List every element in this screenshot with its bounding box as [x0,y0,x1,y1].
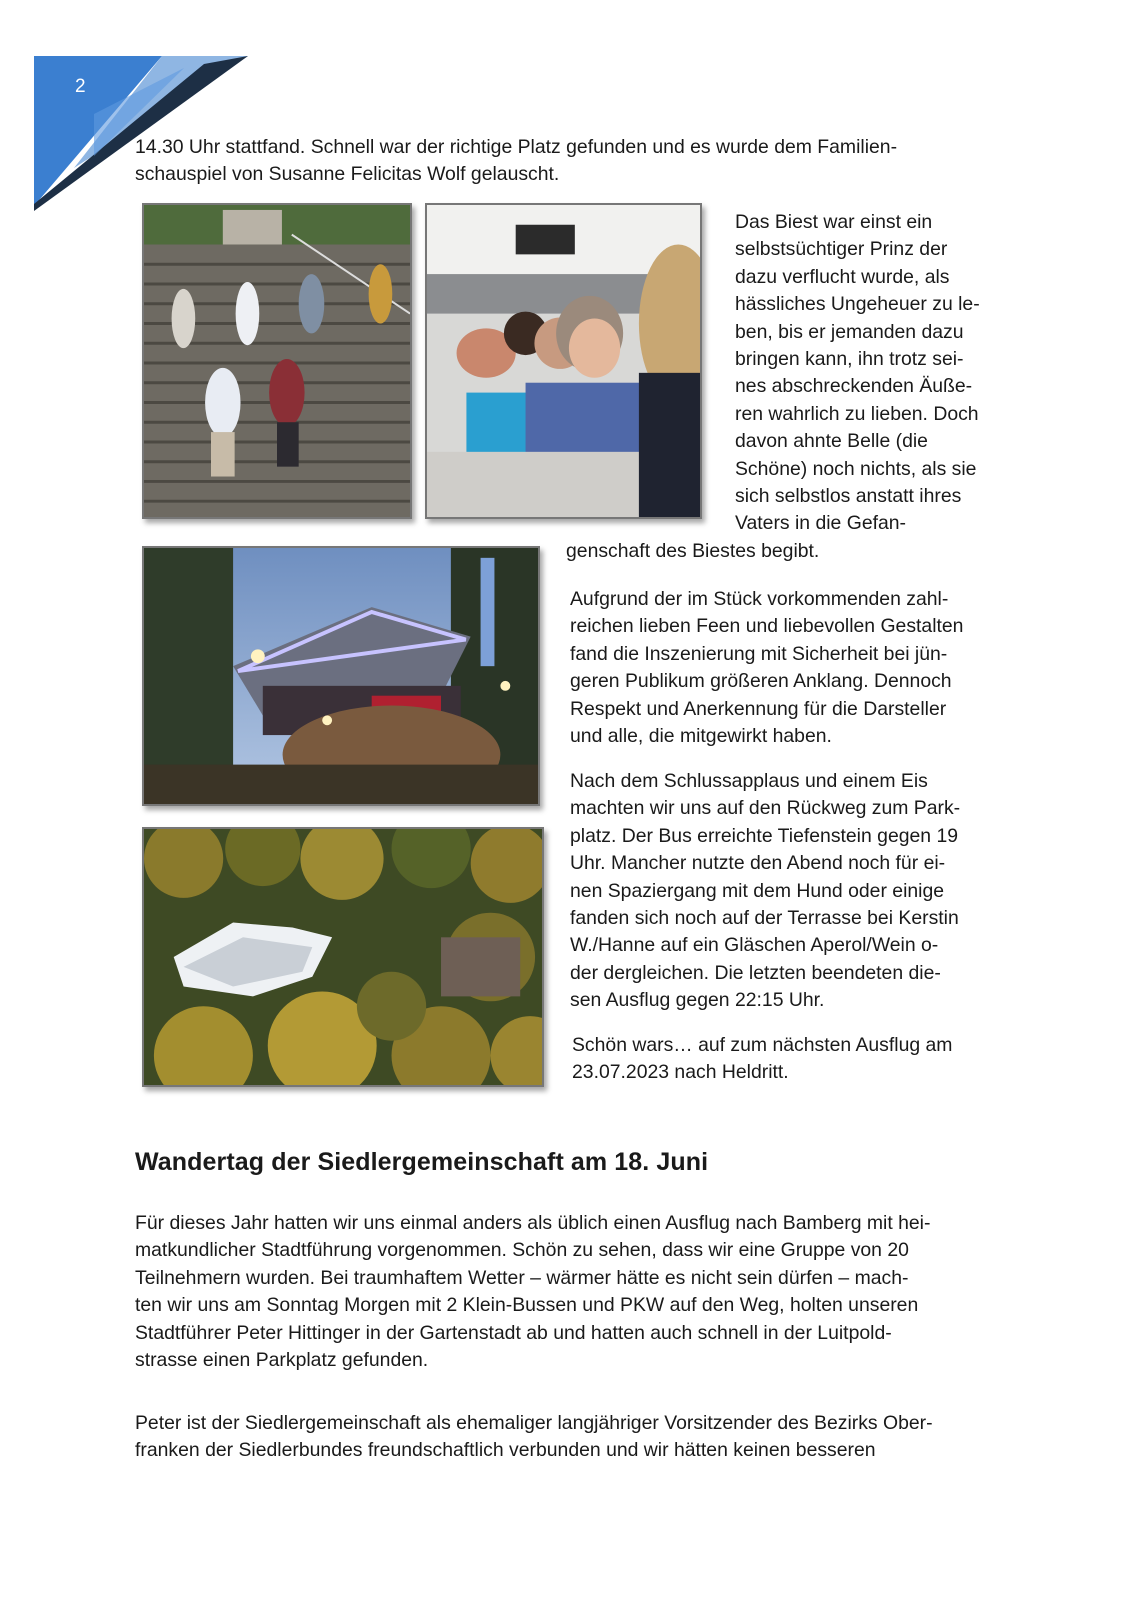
photo-aerial-forest [142,827,544,1087]
paragraph-return [570,768,960,1015]
text-line: platz. Der Bus erreichte Tiefenstein gegen 19 [570,824,959,847]
section-heading: Wandertag der Siedlergemeinschaft am 18. Juni [135,1148,709,1176]
text-line: davon ahnte Belle (die [735,430,928,453]
text-line: genschaft des Biestes begibt. [566,540,820,562]
text-line: fanden sich noch auf der Terrasse bei Kerstin [570,907,959,930]
text-line: 23.07.2023 nach Heldritt. [572,1061,789,1084]
text-line: ben, bis er jemanden dazu [735,320,964,343]
text-line: der dergleichen. Die letzten beendeten die- [570,961,941,984]
text-line: 14.30 Uhr stattfand. Schnell war der richtige Platz gefunden und es wurde dem Familien- [135,136,898,158]
text-line: Teilnehmern wurden. Bei traumhaftem Wetter – wärmer hätte es nicht sein dürfen – mach- [135,1266,909,1289]
text-line: franken der Siedlerbundes freundschaftlich verbunden und wir hätten keinen besseren [135,1439,876,1462]
text-line: geren Publikum größeren Anklang. Dennoch [570,670,952,693]
section-paragraph-1 [135,1210,930,1374]
text-line: Stadtführer Peter Hittinger in der Gartenstadt ab und hatten auch schnell in der Luitpold- [135,1321,892,1344]
text-line: reichen lieben Feen und liebevollen Gestalten [570,615,964,638]
text-line: bringen kann, ihn trotz sei- [735,348,964,371]
text-line: Peter ist der Siedlergemeinschaft als ehemaliger langjähriger Vorsitzender des Bezirks Ober- [135,1412,933,1434]
page-number: 2 [75,76,86,97]
text-line: selbstsüchtiger Prinz der [735,238,948,261]
text-line: Nach dem Schlussapplaus und einem Eis [570,770,928,792]
text-line: Schöne) noch nichts, als sie [735,457,977,480]
text-line: Uhr. Mancher nutzte den Abend noch für ei- [570,852,946,875]
text-line: und alle, die mitgewirkt haben. [570,725,832,748]
text-line: machten wir uns auf den Rückweg zum Park- [570,797,961,820]
text-line: strasse einen Parkplatz gefunden. [135,1349,429,1372]
text-line: Vaters in die Gefan- [735,512,907,535]
paragraph-staging [570,586,963,750]
text-line: Schön wars… auf zum nächsten Ausflug am [572,1034,953,1056]
text-line: hässliches Ungeheuer zu le- [735,293,980,316]
text-line: nes abschreckenden Äuße- [735,375,973,398]
photo-audience [425,203,702,519]
text-line: Respekt und Anerkennung für die Darsteller [570,697,947,720]
beast-story-continuation [566,538,819,565]
text-line: nen Spaziergang mit dem Hund oder einige [570,879,945,902]
text-line: sen Ausflug gegen 22:15 Uhr. [570,989,825,1012]
text-line: matkundlicher Stadtführung vorgenommen. Schön zu sehen, dass wir eine Gruppe von 20 [135,1239,909,1262]
section-paragraph-2 [135,1410,933,1465]
text-line: ren wahrlich zu lieben. Doch [735,402,979,425]
text-line: Für dieses Jahr hatten wir uns einmal anders als üblich einen Ausflug nach Bamberg mit hei- [135,1212,931,1234]
text-line: schauspiel von Susanne Felicitas Wolf gelauscht. [135,163,560,186]
text-line: W./Hanne auf ein Gläschen Aperol/Wein o- [570,934,939,957]
paragraph-next-trip [572,1032,952,1087]
intro-text [135,134,897,189]
photo-stairs [142,203,412,519]
text-line: ten wir uns am Sonntag Morgen mit 2 Klein-Bussen und PKW auf den Weg, holten unseren [135,1294,919,1317]
photo-stage-evening [142,546,540,806]
text-line: Das Biest war einst ein [735,211,933,233]
beast-story-text [735,209,980,538]
text-line: dazu verflucht wurde, als [735,265,950,288]
text-line: sich selbstlos anstatt ihres [735,485,962,508]
text-line: Aufgrund der im Stück vorkommenden zahl- [570,588,949,610]
text-line: fand die Inszenierung mit Sicherheit bei jün- [570,642,948,665]
